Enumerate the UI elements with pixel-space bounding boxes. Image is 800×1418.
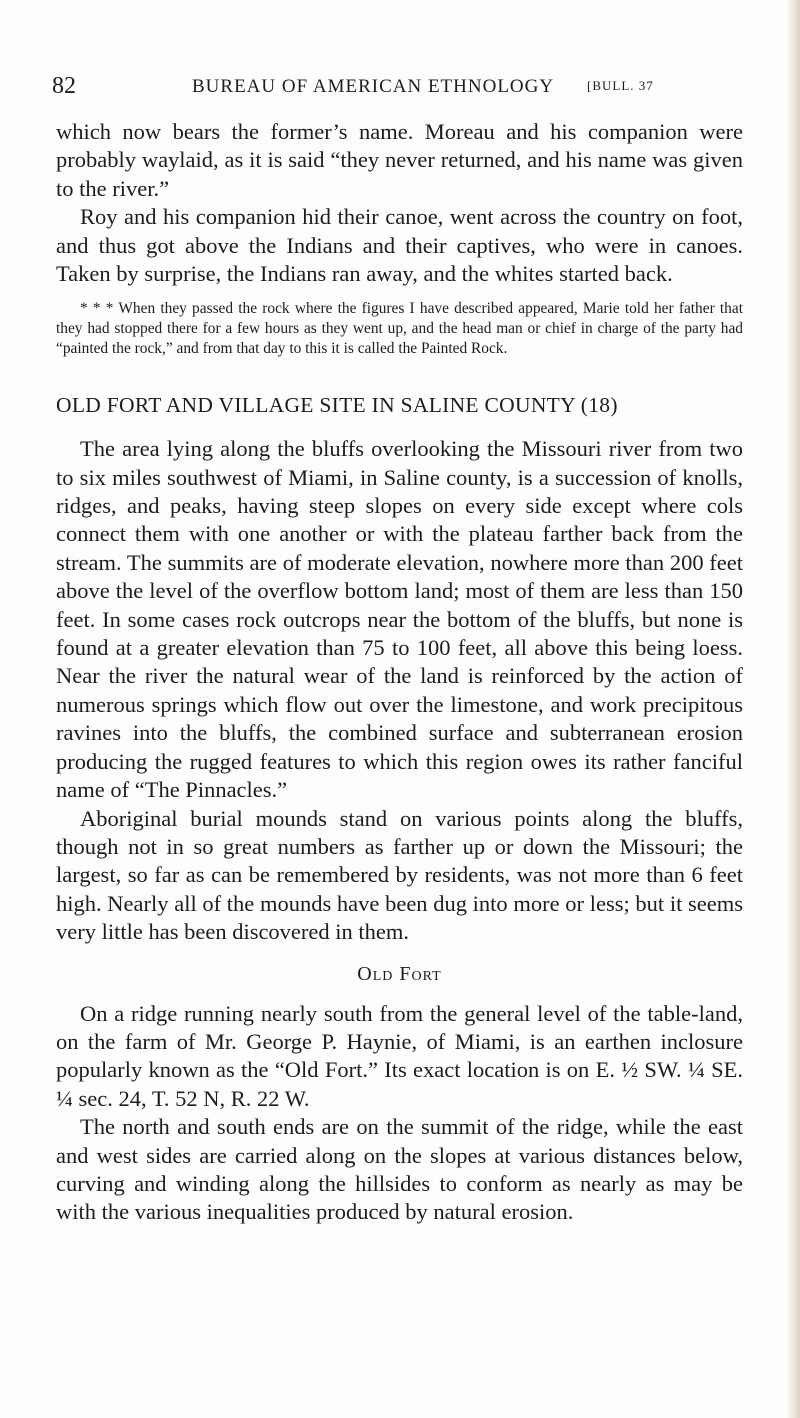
running-title: BUREAU OF AMERICAN ETHNOLOGY: [192, 76, 555, 97]
paragraph-roy: Roy and his companion hid their canoe, went across the country on foot, and thus got above the Indians and their captives, who were in canoes. Taken by surprise, the Indians ran away, and the whites started back.: [56, 204, 743, 287]
text-body: [56, 118, 743, 1227]
page-edge-shadow: [786, 0, 800, 1418]
bulletin-label: [BULL. 37: [587, 78, 654, 93]
paragraph-mounds: Aboriginal burial mounds stand on various points along the bluffs, though not in so great numbers as farther up or down the Missouri; the largest, so far as can be remembered by residents, was not more than 6 feet high. Nearly all of the mounds have been dug into more or less; but it seems very little has been discovered in them.: [56, 805, 743, 945]
paragraph-area: The area lying along the bluffs overlooking the Missouri river from two to six miles southwest of Miami, in Saline county, is a succession of knolls, ridges, and peaks, having steep slopes on every side except where cols connect them with one another or with the plateau farther back from the stream. The summits are of moderate elevation, nowhere more than 200 feet above the level of the overflow bottom land; most of them are less than 150 feet. In some cases rock outcrops near the bottom of the bluffs, but none is found at a greater elevation than 75 to 100 feet, all above this being loess. Near the river the natural wear of the land is reinforced by the action of numerous springs which flow out over the limestone, and work precipitous ravines into the bluffs, the combined surface and subterranean erosion producing the rugged features to which this region owes its rather fanciful name of “The Pinnacles.”: [56, 436, 743, 803]
quoted-note: * * * When they passed the rock where the figures I have described appeared, Marie told her father that they had stopped there for a few hours as they went up, and the head man or chief in charge of the party had “painted the rock,” and from that day to this it is called the Painted Rock.: [56, 300, 743, 357]
paragraph-continuation: which now bears the former’s name. Moreau and his companion were probably waylaid, as it is said “they never returned, and his name was given to the river.”: [56, 119, 743, 201]
running-head: [52, 73, 752, 101]
sub-heading: Old Fort: [357, 962, 442, 985]
paragraph-old-fort: On a ridge running nearly south from the general level of the table-land, on the farm of Mr. George P. Haynie, of Miami, is an earthen inclosure popularly known as the “Old Fort.” Its exact location is on E. ½ SW. ¼ SE. ¼ sec. 24, T. 52 N, R. 22 W.: [56, 1000, 743, 1111]
paragraph-ends: The north and south ends are on the summit of the ridge, while the east and west sides are carried along on the slopes at various distances below, curving and winding along the hillsides to conform as nearly as may be with the various inequalities produced by natural erosion.: [56, 1114, 743, 1225]
section-heading: OLD FORT AND VILLAGE SITE IN SALINE COUNTY (18): [56, 393, 618, 418]
page-number: 82: [52, 73, 76, 99]
